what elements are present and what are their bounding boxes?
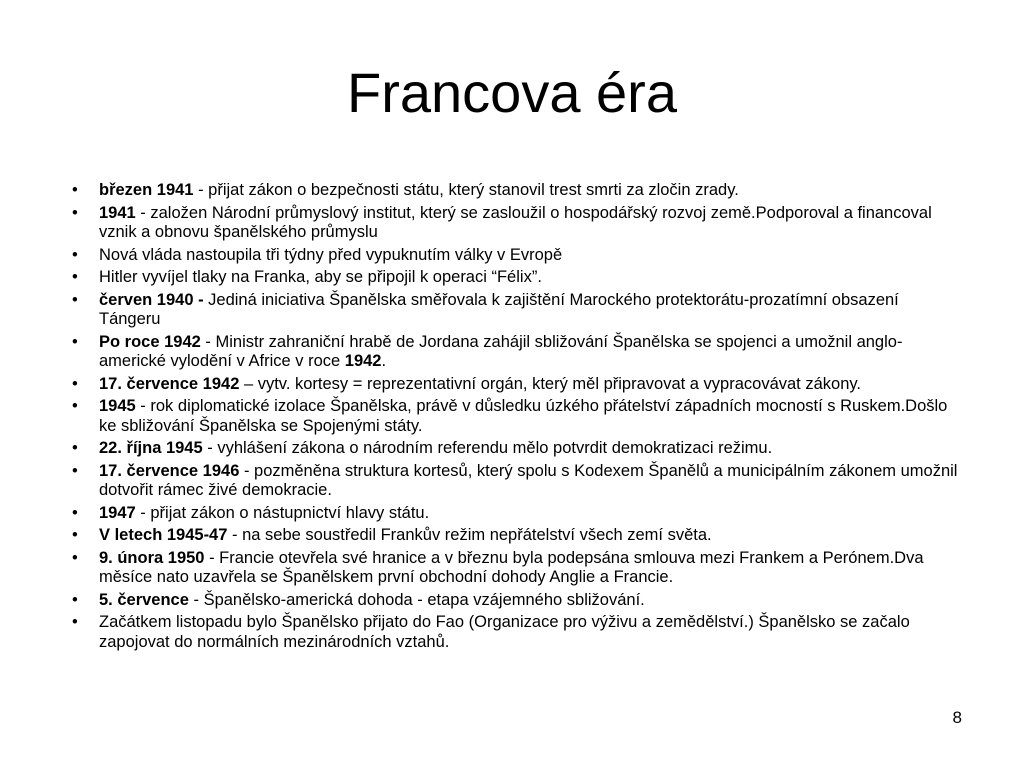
bullet-dot: •: [72, 548, 78, 567]
bullet-item: [72, 439, 962, 459]
bullet-dot: •: [72, 181, 78, 199]
bullet-text: .: [381, 352, 387, 370]
bullet-dot: •: [72, 203, 78, 222]
bullet-text: Nová vláda nastoupila tři týdny před vypuknutím války v Evropě: [99, 245, 563, 264]
bullet-dot: •: [72, 290, 78, 309]
bullet-text: Jediná iniciativa Španělska směřovala k zajištění Marockého protektorátu-prozatímní obsazení Tángeru: [99, 290, 899, 328]
bullet-text: – vytv. kortesy = reprezentativní orgán, který měl připravovat a vypracovávat zákony.: [239, 374, 861, 393]
bullet-text: - Francie otevřela své hranice a v březnu byla podepsána smlouva mezi Frankem a Perónem.Dva měsíce nato uzavřela se Španělskem první obchodní dohody Anglie a Francie.: [99, 548, 924, 586]
bullet-item: [72, 397, 962, 436]
bullet-item: [72, 204, 962, 243]
bullet-bold: 5. července: [99, 590, 189, 609]
bullet-bold: V letech 1945-47: [99, 526, 228, 544]
bullet-bold: březen 1941: [99, 181, 194, 199]
bullet-text: Hitler vyvíjel tlaky na Franka, aby se připojil k operaci “Félix”.: [99, 268, 542, 286]
bullet-dot: •: [72, 590, 78, 609]
bullet-bold: Po roce 1942: [99, 332, 201, 351]
bullet-item: [72, 291, 962, 330]
bullet-item: [72, 375, 962, 395]
bullet-dot: •: [72, 268, 78, 286]
bullet-bold: 1942: [344, 352, 382, 370]
bullet-item: [72, 181, 962, 201]
bullet-text: - přijat zákon o bezpečnosti státu, který stanovil trest smrti za zločin zrady.: [193, 181, 739, 199]
bullet-item: [72, 591, 962, 611]
bullet-dot: •: [72, 245, 78, 264]
bullet-item: [72, 549, 962, 588]
bullet-dot: •: [72, 526, 78, 544]
bullet-text: - Ministr zahraniční hrabě de Jordana zahájil sbližování Španělska se spojenci a umožnil anglo-americké vylodění v Africe v roce: [99, 332, 903, 370]
slide-title: Francova éra: [347, 61, 677, 124]
bullet-bold: 22. října 1945: [99, 439, 203, 457]
bullet-bold: 9. února 1950: [99, 548, 205, 567]
bullet-bold: 1947: [99, 503, 136, 522]
bullet-dot: •: [72, 613, 78, 631]
bullet-text: - přijat zákon o nástupnictví hlavy státu.: [135, 503, 430, 522]
bullet-bold: červen 1940 -: [99, 290, 204, 309]
bullet-dot: •: [72, 503, 78, 522]
bullet-item: [72, 526, 962, 546]
bullet-dot: •: [72, 332, 78, 351]
bullet-text: - vyhlášení zákona o národním referendu mělo potvrdit demokratizaci režimu.: [202, 439, 773, 457]
bullet-bold: 1941: [99, 203, 136, 222]
bullet-dot: •: [72, 461, 78, 480]
bullet-dot: •: [72, 374, 78, 393]
bullet-text: Začátkem listopadu bylo Španělsko přijato do Fao (Organizace pro výživu a zemědělství.) Španělsko se začalo zapojovat do normálních mezinárodních vztahů.: [99, 613, 910, 651]
page-number: 8: [952, 708, 962, 727]
bullet-item: [72, 504, 962, 524]
bullet-text: - Španělsko-americká dohoda - etapa vzájemného sbližování.: [188, 590, 645, 609]
bullet-bold: 17. července 1946: [99, 461, 240, 480]
bullet-dot: •: [72, 397, 78, 415]
bullet-dot: •: [72, 439, 78, 457]
bullet-text: - na sebe soustředil Frankův režim nepřátelství všech zemí světa.: [227, 526, 712, 544]
bullet-item: [72, 268, 962, 288]
bullet-item: [72, 246, 962, 266]
bullet-text: - rok diplomatické izolace Španělska, právě v důsledku úzkého přátelství západních mocností s Ruskem.Došlo ke sbližování Španělska se Spojenými státy.: [99, 397, 948, 435]
bullet-bold: 1945: [99, 397, 136, 415]
bullet-text: - založen Národní průmyslový institut, který se zasloužil o hospodářský rozvoj země.Podporoval a financoval vznik a obnovu španělského průmyslu: [99, 203, 932, 241]
bullet-list: [72, 181, 962, 655]
bullet-item: [72, 613, 962, 652]
bullet-item: [72, 462, 962, 501]
bullet-bold: 17. července 1942: [99, 374, 240, 393]
bullet-item: [72, 333, 962, 372]
bullet-text: - pozměněna struktura kortesů, který spolu s Kodexem Španělů a municipálním zákonem umožnil dotvořit rámec živé demokracie.: [99, 461, 958, 499]
